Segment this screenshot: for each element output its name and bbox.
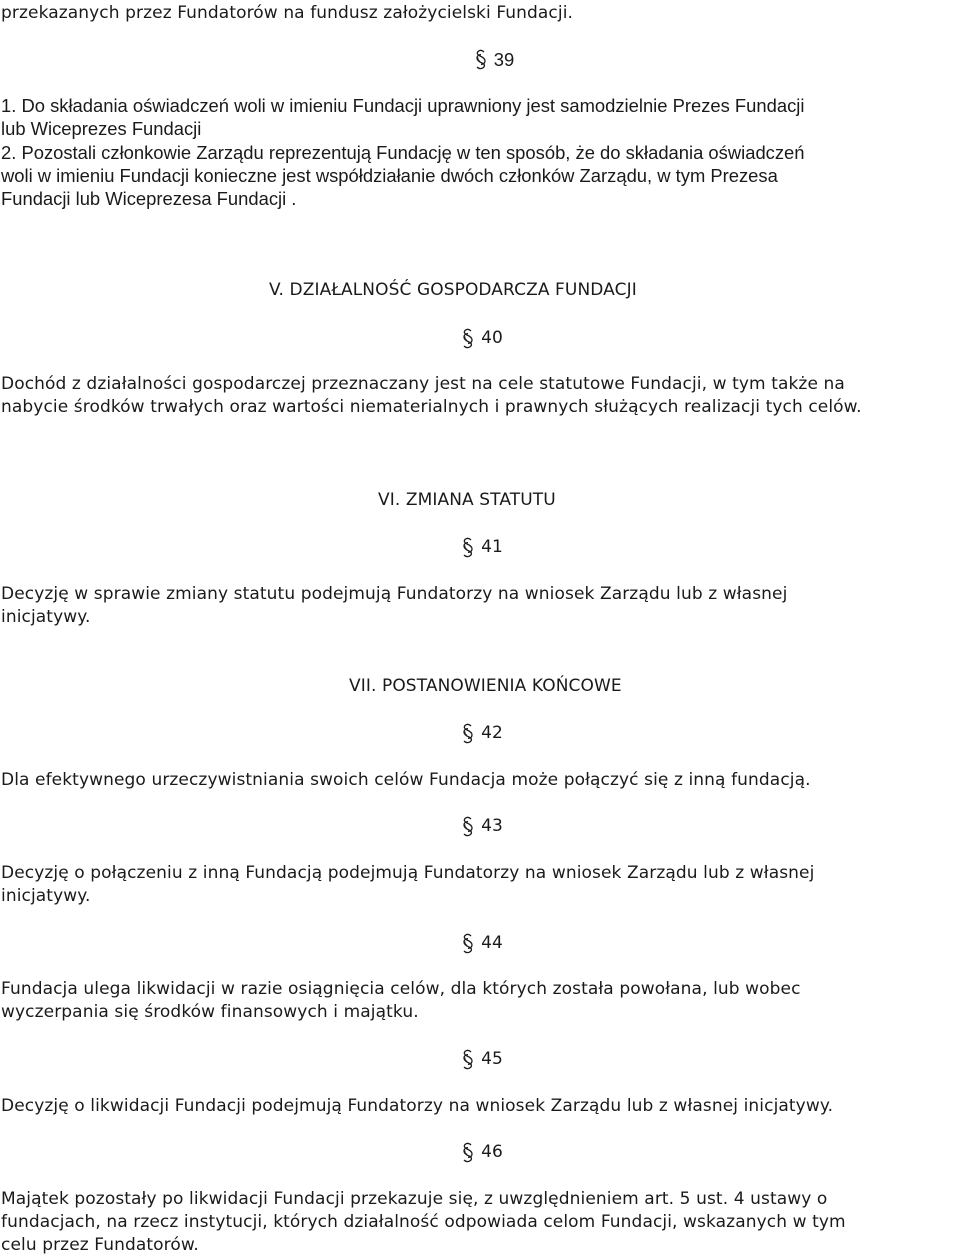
text-line: wyczerpania się środków finansowych i majątku. [1, 1002, 419, 1022]
text-line: Decyzję o likwidacji Fundacji podejmują Fundatorzy na wniosek Zarządu lub z własnej inicjatywy. [1, 1096, 834, 1116]
section-number: 46 [481, 1142, 503, 1162]
text-line: lub Wiceprezes Fundacji [1, 118, 202, 139]
section-heading-41 [0, 536, 960, 559]
section-sign-icon [461, 1141, 475, 1164]
text-line: Decyzję o połączeniu z inną Fundacją podejmują Fundatorzy na wniosek Zarządu lub z własnej [1, 863, 815, 883]
section-heading-42 [0, 722, 960, 745]
section-heading-40 [0, 327, 960, 350]
section-number: 42 [481, 723, 503, 743]
section-sign-icon [461, 327, 475, 350]
text-line: Fundacja ulega likwidacji w razie osiągnięcia celów, dla których została powołana, lub wobec [1, 979, 801, 999]
section-sign-icon [461, 722, 475, 745]
section-sign-icon [461, 932, 475, 955]
text-line: Majątek pozostały po likwidacji Fundacji przekazuje się, z uwzględnieniem art. 5 ust. 4 ustawy o [1, 1189, 828, 1209]
section-number: 41 [481, 537, 503, 557]
section-sign-icon [461, 1048, 475, 1071]
section-heading-39 [0, 48, 960, 71]
text-line: Fundacji lub Wiceprezesa Fundacji . [1, 188, 297, 209]
section-heading-46 [0, 1141, 960, 1164]
chapter-heading: VI. ZMIANA STATUTU [378, 490, 556, 510]
text-line: 1. Do składania oświadczeń woli w imieniu Fundacji uprawniony jest samodzielnie Prezes Fundacji [1, 95, 805, 116]
chapter-heading: V. DZIAŁALNOŚĆ GOSPODARCZA FUNDACJI [269, 280, 637, 300]
section-heading-44 [0, 932, 960, 955]
text-line: 2. Pozostali członkowie Zarządu reprezentują Fundację w ten sposób, że do składania oświadczeń [1, 142, 805, 163]
text-line: Dla efektywnego urzeczywistniania swoich celów Fundacja może połączyć się z inną fundacją. [1, 770, 811, 790]
section-sign-icon [461, 536, 475, 559]
text-line: przekazanych przez Fundatorów na fundusz założycielski Fundacji. [1, 3, 574, 23]
section-number: 44 [481, 933, 503, 953]
section-number: 40 [481, 328, 503, 348]
text-line: inicjatywy. [1, 886, 91, 906]
text-line: Decyzję w sprawie zmiany statutu podejmują Fundatorzy na wniosek Zarządu lub z własnej [1, 584, 788, 604]
text-line: Dochód z działalności gospodarczej przeznaczany jest na cele statutowe Fundacji, w tym także na [1, 374, 845, 394]
section-heading-43 [0, 815, 960, 838]
section-number: 43 [481, 816, 503, 836]
text-line: nabycie środków trwałych oraz wartości niematerialnych i prawnych służących realizacji tych celów. [1, 397, 862, 417]
section-number: 39 [493, 49, 515, 70]
section-heading-45 [0, 1048, 960, 1071]
section-sign-icon [461, 815, 475, 838]
text-line: celu przez Fundatorów. [1, 1235, 199, 1255]
section-sign-icon [474, 48, 488, 71]
text-line: fundacjach, na rzecz instytucji, których działalność odpowiada celom Fundacji, wskazanych w tym [1, 1212, 846, 1232]
text-line: inicjatywy. [1, 607, 91, 627]
chapter-heading: VII. POSTANOWIENIA KOŃCOWE [349, 676, 622, 696]
text-line: woli w imieniu Fundacji konieczne jest współdziałanie dwóch członków Zarządu, w tym Prezesa [1, 165, 778, 186]
section-number: 45 [481, 1049, 503, 1069]
